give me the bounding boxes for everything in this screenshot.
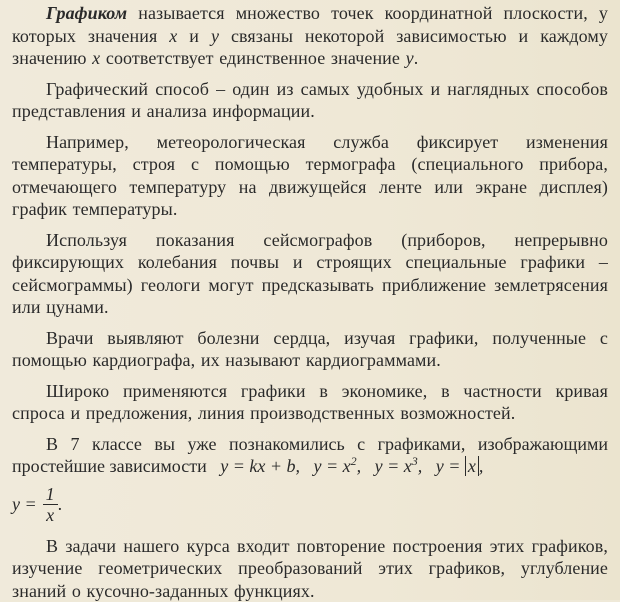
definition-paragraph: Графиком называется множество точек координатной плоскости, у которых значения x и y связаны некоторой зависимостью и каждому значению x соответствует единственное значение y.	[12, 2, 608, 70]
formula-reciprocal: y = $\frac{1}{x}$ .	[12, 484, 608, 525]
course-goals-paragraph: В задачи нашего курса входит повторение построения этих графиков, изучение геометрических преобразований этих графиков, углубление знаний о кусочно-заданных функциях.	[12, 535, 608, 602]
seismograph-paragraph: Используя показания сейсмографов (приборов, непрерывно фиксирующих колебания почвы и строящих специальные графики – сейсмограммы) геологи могут предсказывать приближение землетрясения или цунами.	[12, 229, 608, 319]
defined-term: Графиком	[46, 3, 127, 23]
graphic-method-paragraph: Графический способ – один из самых удобных и наглядных способов представления и анализа информации.	[12, 78, 608, 123]
formula-cube: $y = x^3$,	[375, 456, 423, 476]
grade7-paragraph: В 7 классе вы уже познакомились с графиками, изображающими простейшие зависимости y = kx + b, $y = x^2$, $y = x^3$, y = x ,	[12, 433, 608, 478]
meteorology-paragraph: Например, метеорологическая служба фиксирует изменения температуры, строя с помощью термографа (специального прибора, отмечающего температуру на движущейся ленте или экране дисплея) график температуры.	[12, 131, 608, 221]
cardiograph-paragraph: Врачи выявляют болезни сердца, изучая графики, полученные с помощью кардиографа, их называют кардиограммами.	[12, 327, 608, 372]
formula-square: $y = x^2$,	[314, 456, 362, 476]
fraction: $\frac{1}{x}$	[43, 484, 58, 525]
formula-linear: y = kx + b,	[220, 456, 300, 476]
economics-paragraph: Широко применяются графики в экономике, в частности кривая спроса и предложения, линия производственных возможностей.	[12, 380, 608, 425]
formula-abs: y = x ,	[436, 456, 484, 476]
